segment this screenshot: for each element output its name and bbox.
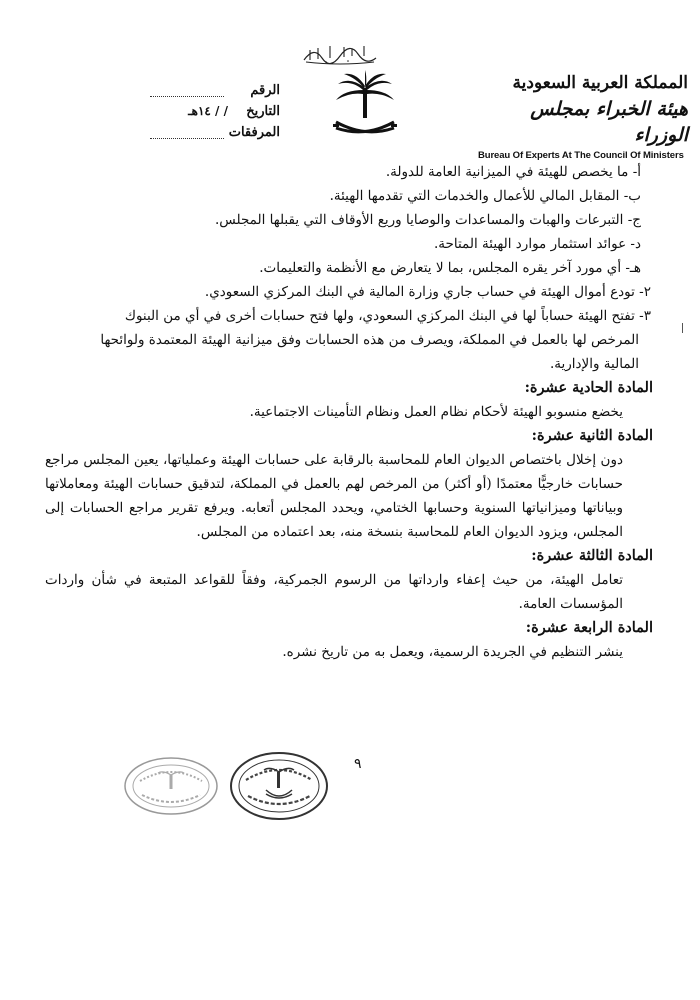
ref-number-row xyxy=(150,80,280,101)
article-11-heading: المادة الحادية عشرة: xyxy=(524,379,653,396)
list-item: أ- ما يخصص للهيئة في الميزانية العامة للدولة. xyxy=(385,164,641,180)
official-seal-right-icon xyxy=(228,750,330,822)
article-13-heading: المادة الثالثة عشرة: xyxy=(531,547,653,564)
article-12-heading: المادة الثانية عشرة: xyxy=(531,427,653,444)
attachments-label: المرفقات xyxy=(228,125,280,140)
list-item-continuation: المالية والإدارية. xyxy=(549,356,639,372)
date-row xyxy=(150,101,280,122)
margin-mark xyxy=(682,323,686,333)
country-name: المملكة العربية السعودية xyxy=(512,73,688,93)
list-item: هـ- أي مورد آخر يقره المجلس، بما لا يتعارض مع الأنظمة والتعليمات. xyxy=(259,260,641,276)
reference-fields xyxy=(150,80,280,143)
organization-header xyxy=(478,72,688,161)
list-item-continuation: المرخص لها بالعمل في المملكة، ويصرف من هذه الحسابات وفق ميزانية الهيئة المعتمدة ولوائحها xyxy=(100,332,639,348)
attachments-row xyxy=(150,122,280,143)
article-11-text: يخضع منسوبو الهيئة لأحكام نظام العمل ونظام التأمينات الاجتماعية. xyxy=(249,404,623,420)
article-12-text: دون إخلال باختصاص الديوان العام للمحاسبة بالرقابة على حسابات الهيئة وعملياتها، يعين المجلس مراجع حسابات خارجيًّا معتمدًا (أو أكثر) من المرخص لهم بالعمل في المملكة، لتدقيق حسابات الهيئة ومعاملاتها وبياناتها وميزانياتها السنوية وحسابها الختامي، ويحدد المجلس أتعابه. ويرفع تقرير مراجع الحسابات إلى المجلس، ويزود الديوان العام للمحاسبة بنسخة منه، بعد اعتماده من المجلس. xyxy=(45,452,623,540)
organization-name-arabic: هيئة الخبراء بمجلس الوزراء xyxy=(530,98,688,146)
article-13-text: تعامل الهيئة، من حيث إعفاء وارداتها من الرسوم الجمركية، وفقاً للقواعد المتبعة في شأن واردات المؤسسات العامة. xyxy=(45,572,623,612)
list-item: ٢- تودع أموال الهيئة في حساب جاري وزارة المالية في البنك المركزي السعودي. xyxy=(204,284,651,300)
article-14-text: ينشر التنظيم في الجريدة الرسمية، ويعمل به من تاريخ نشره. xyxy=(282,644,623,660)
article-14-heading: المادة الرابعة عشرة: xyxy=(525,619,653,636)
date-value: / / ١٤هـ xyxy=(188,104,228,118)
attachments-blank xyxy=(150,126,224,139)
list-item: ب- المقابل المالي للأعمال والخدمات التي تقدمها الهيئة. xyxy=(329,188,641,204)
ref-number-label: الرقم xyxy=(250,83,280,98)
document-body xyxy=(45,160,653,664)
organization-name-english: Bureau Of Experts At The Council Of Ministers xyxy=(478,150,684,161)
palm-swords-emblem-icon xyxy=(330,70,400,142)
official-seal-left-icon xyxy=(122,755,220,817)
date-label: التاريخ xyxy=(246,104,280,119)
ref-number-blank xyxy=(150,84,224,97)
list-item: ٣- تفتح الهيئة حساباً لها في البنك المركزي السعودي، ولها فتح حسابات أخرى في أي من البنوك xyxy=(124,308,651,324)
page-number: ٩ xyxy=(354,756,362,772)
basmala-calligraphy xyxy=(300,40,380,66)
list-item: ج- التبرعات والهبات والمساعدات والوصايا وريع الأوقاف التي يقبلها المجلس. xyxy=(214,212,641,228)
list-item: د- عوائد استثمار موارد الهيئة المتاحة. xyxy=(434,236,641,252)
